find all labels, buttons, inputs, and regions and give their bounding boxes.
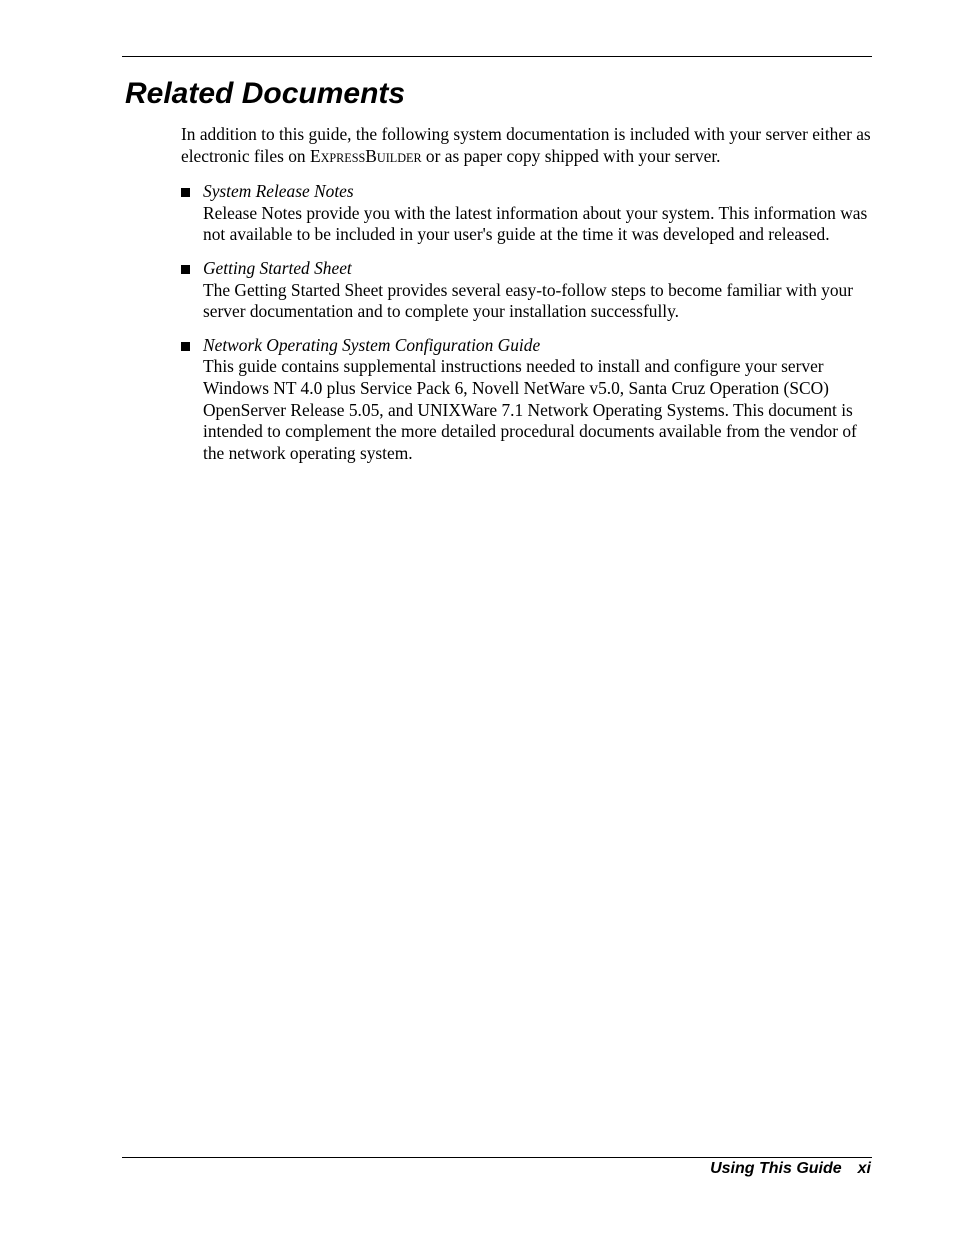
- page-title: Related Documents: [125, 77, 406, 110]
- list-item: [181, 258, 871, 323]
- related-documents-list: [181, 181, 871, 464]
- document-title: Getting Started Sheet: [203, 257, 352, 278]
- footer-section-title: Using This Guide: [710, 1160, 842, 1177]
- square-bullet-icon: [181, 265, 190, 274]
- document-description: Release Notes provide you with the latest information about your system. This information was not available to be included in your user's guide at the time it was developed and released.: [203, 202, 868, 245]
- list-item: [181, 335, 871, 465]
- square-bullet-icon: [181, 188, 190, 197]
- document-title: Network Operating System Configuration Guide: [203, 334, 541, 355]
- product-name-part-1: E: [309, 145, 321, 166]
- document-description: The Getting Started Sheet provides several easy-to-follow steps to become familiar with your server documentation and to complete your installation successfully.: [203, 279, 854, 322]
- list-item: [181, 181, 871, 246]
- document-description: This guide contains supplemental instructions needed to install and configure your server Windows NT 4.0 plus Service Pack 6, Novell NetWare v5.0, Santa Cruz Operation (SCO) OpenServer Release 5.05, and UNIXWare 7.1 Network Operating Systems. This document is intended to complement the more detailed procedural documents available from the vendor of the network operating system.: [203, 356, 857, 463]
- footer-page-number: xi: [857, 1160, 871, 1177]
- product-name-part-4: UILDER: [376, 150, 422, 165]
- square-bullet-icon: [181, 342, 190, 351]
- intro-paragraph: [181, 124, 871, 169]
- page-body: [181, 124, 871, 464]
- page-footer: [710, 1158, 871, 1180]
- product-name-part-2: XPRESS: [320, 150, 366, 165]
- document-title: System Release Notes: [203, 181, 354, 202]
- product-name-part-3: B: [365, 145, 377, 166]
- intro-text-after: or as paper copy shipped with your server.: [421, 145, 721, 166]
- intro-text-before: In addition to this guide, the following system documentation is included with your server either as electronic files on: [181, 124, 871, 166]
- header-rule: [122, 56, 872, 57]
